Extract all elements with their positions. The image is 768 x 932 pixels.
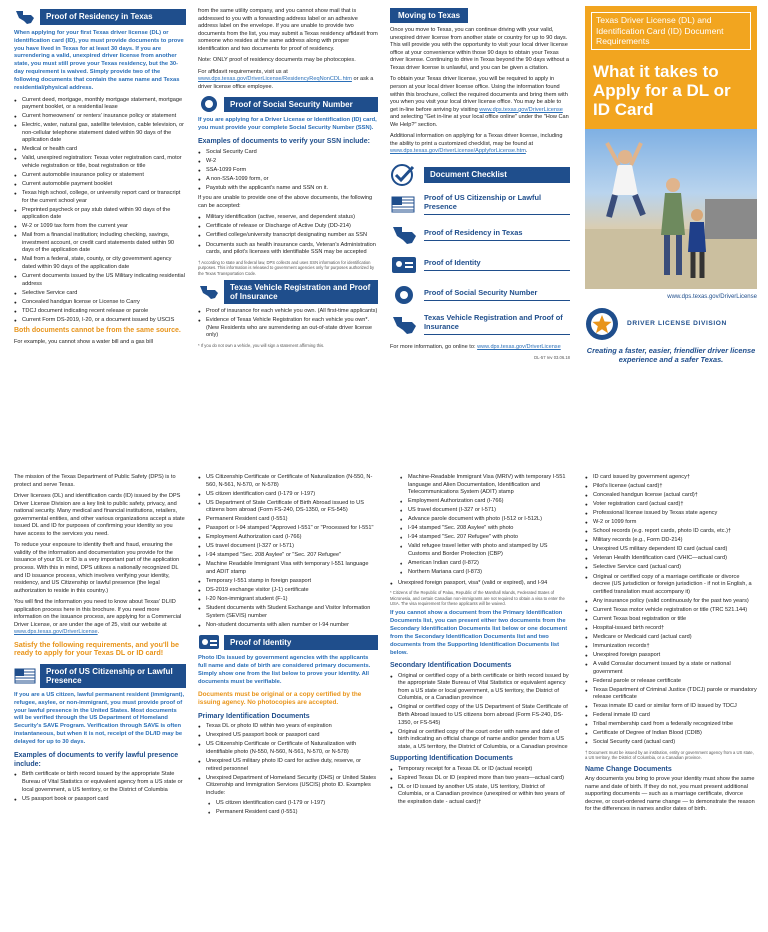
cover-photo (585, 129, 757, 289)
list-item: ● Unexpired Department of Homeland Security (DHS) or United States Citizenship and Immigration Services (USCIS) photo ID. Examples include: (198, 775, 378, 798)
list-item: ● Concealed handgun license or License to Carry (14, 299, 186, 307)
moving-section (390, 8, 570, 365)
list-item: ● W-2 or 1099 form (585, 519, 757, 527)
division-name: DRIVER LICENSE DIVISION (627, 319, 727, 327)
list-item: ● Medical or health card (14, 146, 186, 154)
name-change-text: Any documents you bring to prove your identity must show the same name and date of birth. If they do not, you must present additional supporting documents — such as a marriage certificate, divorce decree, or court-ordered name change — to demonstrate the reason for the differences in names and/or dates of birth. (585, 776, 755, 813)
name-change-heading: Name Change Documents (585, 765, 672, 773)
list-item: ● Current automobile payment booklet (14, 181, 186, 189)
citizenship-intro: If you are a US citizen, lawful permanent resident (immigrant), refugee, asylee, or non-immigrant, you must provide proof of your lawful presence in the United States. Most documents will be verified through the US Department of Homeland Security's SAVE Program. Verification through SAVE is often instantaneous, but when it is not, receipt of the DL/ID may be delayed for up to 30 days. (14, 691, 185, 745)
moving-title: Moving to Texas (390, 8, 468, 23)
list-item: ● A non-SSA-1099 form, or (198, 176, 378, 184)
citizenship-list-continued (198, 474, 378, 629)
list-item: ● I-20 Non-immigrant student (F-1) (198, 596, 378, 604)
more-info (390, 344, 570, 352)
list-item: ♦ Valid refugee travel letter with photo and stamped by US Customs and Border Protection (CBP) (400, 543, 570, 558)
checklist-item-residency: Proof of Residency in Texas (424, 229, 570, 242)
residency-example: For example, you cannot show a water bill and a gas bill (14, 339, 153, 346)
dps-seal-icon (585, 307, 619, 341)
list-item: ● Mail from a federal, state, county, or city government agency dated within 90 days of the application date (14, 256, 186, 271)
list-item: ● Original or certified copy of a birth certificate or birth record issued by the appropriate State Bureau of Vital Statistics or equivalent agency from a US state or local government, a US territory, the District of Columbia, or a Canadian province (390, 673, 570, 703)
list-item: ♦ Permanent Resident card (I-551) (208, 809, 378, 817)
list-item: ● Voter registration card (actual card)† (585, 501, 757, 509)
list-item: ♦ I-94 stamped "Sec. 207 Refugee" with photo (400, 534, 570, 542)
list-item: ♦ US travel document (I-327 or I-571) (400, 507, 570, 515)
supporting-section (585, 474, 757, 818)
more-info-text: For more information, go online to: (390, 343, 476, 350)
same-source-warning: Both documents cannot be from the same source. (14, 327, 181, 335)
checkmark-icon (390, 164, 418, 186)
dhs-examples-list (208, 800, 378, 817)
residency-section (14, 8, 186, 351)
texas-map-icon (14, 8, 36, 26)
list-item: ● Electric, water, natural gas, satellite television, cable television, or non-cellular telephone statement dated within 90 days of the application date (14, 122, 186, 145)
form-code: DL-57 rev 03.06.18 (534, 355, 570, 361)
list-item: ♦ Employment Authorization card (I-766) (400, 498, 570, 506)
photocopy-note: Note: ONLY proof of residency documents may be photocopies. (198, 57, 356, 64)
list-item: ● Evidence of Texas Vehicle Registration for each vehicle you own*. (New Residents who are surrendering an out-of-state driver license only) (198, 317, 378, 340)
list-item: ● Employment Authorization card (I-766) (198, 534, 378, 542)
citizens-note: * Citizens of the Republic of Palau, Republic of the Marshall Islands, Federated States of Micronesia, and certain Canadian non-immigrants are not required to obtain a visa to enter the USA. The visa requirement for these applicants will be waived. (390, 590, 565, 607)
secondary-heading: Secondary Identification Documents (390, 662, 512, 670)
list-item: ♦ I-94 stamped "Sec. 208 Asylee" with photo (400, 525, 570, 533)
list-item: ● Current homeowners' or renters' insurance policy or statement (14, 113, 186, 121)
residency-title: Proof of Residency in Texas (40, 9, 186, 24)
list-item: ● Federal inmate ID card (585, 712, 757, 720)
list-item: ● Social Security card (actual card) (585, 739, 757, 747)
cover-panel (585, 6, 757, 365)
residency-list (14, 97, 186, 325)
cover-tagline: Creating a faster, easier, friendlier driver license experience and a safer Texas. (586, 346, 756, 365)
social-security-icon (198, 95, 220, 113)
list-item: ● Selective Service card (actual card) (585, 564, 757, 572)
dl-link[interactable]: www.dps.texas.gov/DriverLicense (479, 106, 563, 113)
cover-subtitle-box (585, 6, 757, 58)
list-item: ● Unexpired foreign passport (585, 652, 757, 660)
supporting-list (390, 766, 570, 807)
list-item: ● ID card issued by government agency† (585, 474, 757, 482)
list-item: ● Texas inmate ID card or similar form of ID issued by TDCJ (585, 703, 757, 711)
list-item: ♦ Machine-Readable Immigrant Visa (MRIV) with temporary I-551 language and Alien Documentation, Identification and Telecommunications System (ADIT) stamp (400, 474, 570, 497)
list-item: ● Medicare or Medicaid card (actual card) (585, 634, 757, 642)
list-item: ● Student documents with Student Exchange and Visitor Information System (SEVIS) number (198, 605, 378, 620)
list-item: ● Original or certified copy of a marriage certificate or divorce decree (US jurisdiction or foreign jurisdiction - if not in English, a certified translation must accompany it) (585, 574, 757, 597)
secondary-section (390, 474, 570, 809)
list-item: ● Passport or I-94 stamped "Approved I-551" or "Processed for I-551" (198, 525, 378, 533)
list-item: ● Temporary receipt for a Texas DL or ID (actual receipt) (390, 766, 570, 774)
residency-continued: from the same utility company, and you cannot show mail that is addressed to you with a forwarding address label or an adhesive address label on the envelope. If you are unable to provide two documents from the list, you may submit a Texas residency affidavit from someone who resides at the same address along with proper identification and two documents for proof of residency. (198, 8, 378, 52)
list-item: ● Temporary I-551 stamp in foreign passport (198, 578, 378, 586)
list-item: ● Pilot's license (actual card)† (585, 483, 757, 491)
list-item: ● Mail from a financial institution; including checking, savings, investment account, or credit card statements dated within 90 days of the application date (14, 232, 186, 255)
list-item: ● Machine Readable Immigrant Visa with temporary I-551 language and ADIT stamp (198, 561, 378, 576)
mission-section (14, 474, 186, 806)
supporting-note: † Document must be issued by an institution, entity or government agency from a US state, a US territory, the District of Columbia, or a Canadian province. (585, 749, 754, 761)
applicants-photo-illustration (585, 129, 757, 289)
more-info-link[interactable]: www.dps.texas.gov/DriverLicense (477, 343, 561, 350)
list-item: ● Permanent Resident card (I-551) (198, 516, 378, 524)
list-item: ● Documents such as health insurance cards, Veteran's Administration cards, and pilot's licenses with identifiable SSN may be accepted (198, 242, 378, 257)
secondary-list (390, 673, 570, 751)
identity-title: Proof of Identity (224, 635, 378, 650)
list-item: ● Certificate of Degree of Indian Blood (CDIB) (585, 730, 757, 738)
supporting-list-continued (585, 474, 757, 747)
list-item: ● Immunization records† (585, 643, 757, 651)
list-item: ● DS-2019 exchange visitor (J-1) certificate (198, 587, 378, 595)
list-item: ● W-2 or 1099 tax form from the current year (14, 223, 186, 231)
checklist-item-citizenship: Proof of US Citizenship or Lawful Presence (424, 194, 570, 215)
list-item: ● Current Texas boat registration or title (585, 616, 757, 624)
supporting-heading: Supporting Identification Documents (390, 755, 513, 763)
list-item: ● Expired Texas DL or ID (expired more than two years—actual card) (390, 775, 570, 783)
document-checklist (390, 164, 570, 336)
list-item: ● Current Texas motor vehicle registration or title (TRC 521.144) (585, 607, 757, 615)
moving-p2-text: To obtain your Texas driver license, you will be required to apply in person at your local driver license office. Using the information found within this brochure, collect the required documents and bring them with you when you visit your local driver license office. You may be able to get in-line before arriving by visiting (390, 76, 568, 113)
list-item: ● Professional license issued by Texas state agency (585, 510, 757, 518)
affidavit-note (198, 69, 378, 92)
ssn-alt-list (198, 214, 378, 256)
list-item: ● US Citizenship Certificate or Certificate of Naturalization with identifiable photo (N-550, N-560, N-561, N-570, or N-578) (198, 741, 378, 756)
list-item: ● Proof of insurance for each vehicle you own. (All first-time applicants) (198, 308, 378, 316)
affidavit-text: For affidavit requirements, visit us at (198, 68, 288, 75)
mission-p4-tail: . (97, 629, 100, 636)
mission-p1: The mission of the Texas Department of Public Safety (DPS) is to protect and serve Texas. (14, 474, 176, 488)
list-item: ● US travel document (I-327 or I-571) (198, 543, 378, 551)
list-item: ● US Department of State Certificate of Birth Abroad issued to US citizens born abroad (Form FS-240, DS-1350, or FS-545) (198, 500, 378, 515)
social-security-icon (390, 284, 418, 306)
checklist-item-ssn: Proof of Social Security Number (424, 289, 570, 302)
cannot-show-note: If you cannot show a document from the Primary Identification Documents list, you can present either two documents from the Secondary Identification Documents list below or one document from the Secondary Identification Documents list and two documents from the Supporting Identification Documents list below. (390, 610, 568, 656)
list-item: ♦ Northern Mariana card (I-873) (400, 569, 570, 577)
mission-link[interactable]: www.dps.texas.gov/DriverLicense (14, 629, 98, 636)
checklist-title: Document Checklist (424, 167, 570, 182)
id-card-icon (198, 633, 220, 651)
checklist-item-vehicle: Texas Vehicle Registration and Proof of Insurance (424, 314, 570, 335)
list-item: ● Military records (e.g., Form DD-214) (585, 537, 757, 545)
moving-p3-text: Additional information on applying for a Texas driver license, including the ability to print a customized checklist, may be found at (390, 133, 563, 147)
list-item: ● Unexpired US passport book or passport card (198, 732, 378, 740)
list-item: ● Current Form DS-2019, I-20, or a document issued by USCIS (14, 317, 186, 325)
list-item: ● School records (e.g. report cards, photo ID cards, etc.)† (585, 528, 757, 536)
list-item: ● Social Security Card (198, 149, 378, 157)
list-item: ● Current documents issued by the US Military indicating residential address (14, 273, 186, 288)
dhs-examples-continued (400, 474, 570, 577)
dps-branding (585, 307, 757, 341)
list-item: ● Current automobile insurance policy or statement (14, 172, 186, 180)
vehicle-list (198, 308, 378, 340)
primary-heading: Primary Identification Documents (198, 712, 310, 720)
list-item: ● Unexpired US military photo ID card for active duty, reserve, or retired personnel (198, 758, 378, 773)
list-item: ● Non-student documents with alien number or I-94 number (198, 622, 378, 630)
list-item: ● Texas high school, college, or university report card or transcript for the current school year (14, 190, 186, 205)
list-item: ● SSA-1099 Form (198, 167, 378, 175)
citizenship-examples-heading: Examples of documents to verify lawful presence include: (14, 751, 179, 768)
list-item: ● Current deed, mortgage, monthly mortgage statement, mortgage payment booklet, or a residential lease (14, 97, 186, 112)
list-item: ● Original or certified copy of the court order with name and date of birth indicating an official change of name and/or gender from a US state, a US territory, the District of Columbia, or a Canadian province (390, 729, 570, 752)
id-card-icon (390, 254, 418, 276)
list-item: ● Texas DL or photo ID within two years of expiration (198, 723, 378, 731)
list-item: ● US passport book or passport card (14, 796, 186, 804)
texas-map-icon (198, 283, 220, 301)
list-item: ● W-2 (198, 158, 378, 166)
apply-link[interactable]: www.dps.texas.gov/DriverLicense/ApplyforLicense.htm (390, 148, 526, 155)
list-item: ● Tribal membership card from a federally recognized tribe (585, 721, 757, 729)
list-item: ● Selective Service card (14, 290, 186, 298)
list-item: ● Certificate of release or Discharge of Active Duty (DD-214) (198, 223, 378, 231)
list-item: ♦ American Indian card (I-872) (400, 560, 570, 568)
list-item: ● Preprinted paycheck or pay stub dated within 90 days of the application date (14, 207, 186, 222)
cover-main-title: What it takes to Apply for a DL or ID Card (585, 58, 757, 129)
ssn-footnote: † According to state and federal law, DPS collects and uses SSN information for identification purposes. This information is released to government agencies only for purposes authorized by the Texas Transportation Code. (198, 259, 375, 276)
mission-p4-text: You will find the information you need to know about Texas' DL/ID application process here in this brochure. If you need more information on the issuance process, are applying for a Commercial Driver License, or are under the age of 25, visit our website at (14, 599, 182, 628)
identity-warning: Documents must be original or a copy certified by the issuing agency. No photocopies are accepted. (198, 690, 362, 707)
list-item: ● Texas Department of Criminal Justice (TDCJ) parole or mandatory release certificate (585, 687, 757, 702)
list-item: ● Paystub with the applicant's name and SSN on it. (198, 185, 378, 193)
list-item: ● Certified college/university transcript designating number as SSN (198, 232, 378, 240)
list-item: ● TDCJ document indicating recent release or parole (14, 308, 186, 316)
brochure-inside (0, 466, 768, 932)
residency-intro: When applying for your first Texas driver license (DL) or identification card (ID), you must provide documents to prove you have lived in Texas for at least 30 days. If you are surrendering a valid, unexpired driver license from another state, you must still prove your Texas residency, but the 30-day requirement is waived. Simply provide two of the following documents that contain the same name and Texas residential/physical address. (14, 30, 184, 91)
moving-p1: Once you move to Texas, you can continue driving with your valid, unexpired driver license from another state or country for up to 90 days. This will provide you with the opportunity to visit your local driver license office at your convenience within those 90 days to obtain your Texas driver license. Continuing to drive in Texas beyond the 90 days without a Texas driver license is unlawful, and you can be given a citation. (390, 27, 570, 71)
list-item: ● US Citizenship Certificate or Certificate of Naturalization (N-550, N-560, N-561, N-570, or N-578) (198, 474, 378, 489)
us-flag-icon (14, 667, 36, 685)
list-item: ● Federal parole or release certificate (585, 678, 757, 686)
list-item: ♦ US citizen identification card (I-179 or I-197) (208, 800, 378, 808)
ssn-intro: If you are applying for a Driver License or Identification (ID) card, you must provide your complete Social Security Number (SSN). (198, 117, 377, 132)
list-item: ● A valid Consular document issued by a state or national government (585, 661, 757, 676)
texas-map-icon (390, 314, 418, 336)
ssn-list (198, 149, 378, 193)
identity-section (198, 474, 378, 820)
list-item: ● Hospital-issued birth record† (585, 625, 757, 633)
moving-p2 (390, 76, 570, 129)
mission-p2: Driver licenses (DL) and identification cards (ID) issued by the DPS Driver License Division are a key link to public safety, privacy, and national security. Many medical and financial institutions, retailers, governmental entities, and other various organizations accept a state issued DL and ID for purposes of confirming your identity so you have access to the services you need. (14, 493, 185, 537)
cover-subtitle: Texas Driver License (DL) and Identification Card (ID) Document Requirements (591, 12, 751, 50)
list-item: ● Concealed handgun license (actual card)† (585, 492, 757, 500)
checklist-item-identity: Proof of Identity (424, 259, 570, 272)
list-item: ♦ Advance parole document with photo (I-512 or I-512L) (400, 516, 570, 524)
primary-list (198, 723, 378, 797)
affidavit-link[interactable]: www.dps.texas.gov/DriverLicense/ResidencyReqNonCDL.htm (198, 76, 352, 83)
list-item: ● US citizen identification card (I-179 or I-197) (198, 491, 378, 499)
moving-p3 (390, 133, 570, 156)
vehicle-title: Texas Vehicle Registration and Proof of Insurance (224, 280, 378, 304)
list-item: ● Original or certified copy of the US Department of State Certificate of Birth Abroad issued to US citizens born abroad (Form FS-240, DS-1350, or FS-545) (390, 704, 570, 727)
texas-map-icon (390, 224, 418, 246)
ready-banner: Satisfy the following requirements, and you'll be ready to apply for your Texas DL or ID card! (14, 639, 180, 658)
cover-url[interactable]: www.dps.texas.gov/DriverLicense (667, 294, 757, 301)
list-item: ● I-94 stamped "Sec. 208 Asylee" or "Sec. 207 Refugee" (198, 552, 378, 560)
mission-p4 (14, 599, 186, 637)
us-flag-icon (390, 194, 418, 216)
list-item: ● Military identification (active, reserve, and dependent status) (198, 214, 378, 222)
list-item: ● Any insurance policy (valid continuously for the past two years) (585, 598, 757, 606)
vehicle-footnote: * If you do not own a vehicle, you will sign a statement affirming this. (198, 343, 325, 349)
ssn-unable: If you are unable to provide one of the above documents, the following can be accepted: (198, 195, 373, 209)
moving-p3-tail: . (525, 148, 528, 155)
moving-p2-tail: and selecting "Get in-line at your local office online" under the "How Can We Help?" section. (390, 114, 569, 128)
ssn-title: Proof of Social Security Number (224, 97, 378, 112)
citizenship-title: Proof of US Citizenship or Lawful Presence (40, 664, 186, 688)
list-item: ● Birth certificate or birth record issued by the appropriate State Bureau of Vital Statistics or equivalent agency from a US state or local government, a US territory, or the District of Columbia (14, 771, 186, 794)
affidavit-tail: or ask a driver license office employee. (198, 76, 374, 90)
list-item: ● Unexpired US military dependent ID card (actual card) (585, 546, 757, 554)
mission-p3: To reduce your exposure to identity theft and fraud, ensuring the validity of the information and documentation you provide for the issuance of your DL or ID is a very important part of the application process. With this in mind, DPS utilizes a nationally recognized DL and ID issuance process, which involves verifying your identity, residency, and US Citizenship or lawful presence (the legal authorization to reside in this country.) (14, 542, 180, 594)
foreign-passport-item: ● Unexpired foreign passport, visa* (valid or expired), and I-94 (390, 580, 570, 588)
ssn-section (198, 8, 378, 352)
identity-intro: Photo IDs issued by government agencies with the applicants full name and date of birth are considered primary documents. Simply show one from the list below to prove your identity. All documents must be verifiable. (198, 655, 371, 685)
list-item: ● DL or ID issued by another US state, US territory, District of Columbia, or a Canadian province (unexpired or within two years of the expiration date - actual card)† (390, 784, 570, 807)
ssn-examples-heading: Examples of documents to verify your SSN include: (198, 138, 370, 146)
list-item: ● Veteran Health Identification card (VHIC—actual card) (585, 555, 757, 563)
citizenship-list-start (14, 771, 186, 803)
list-item: ● Valid, unexpired registration: Texas voter registration card, motor vehicle registration or title, boat registration or title (14, 155, 186, 170)
